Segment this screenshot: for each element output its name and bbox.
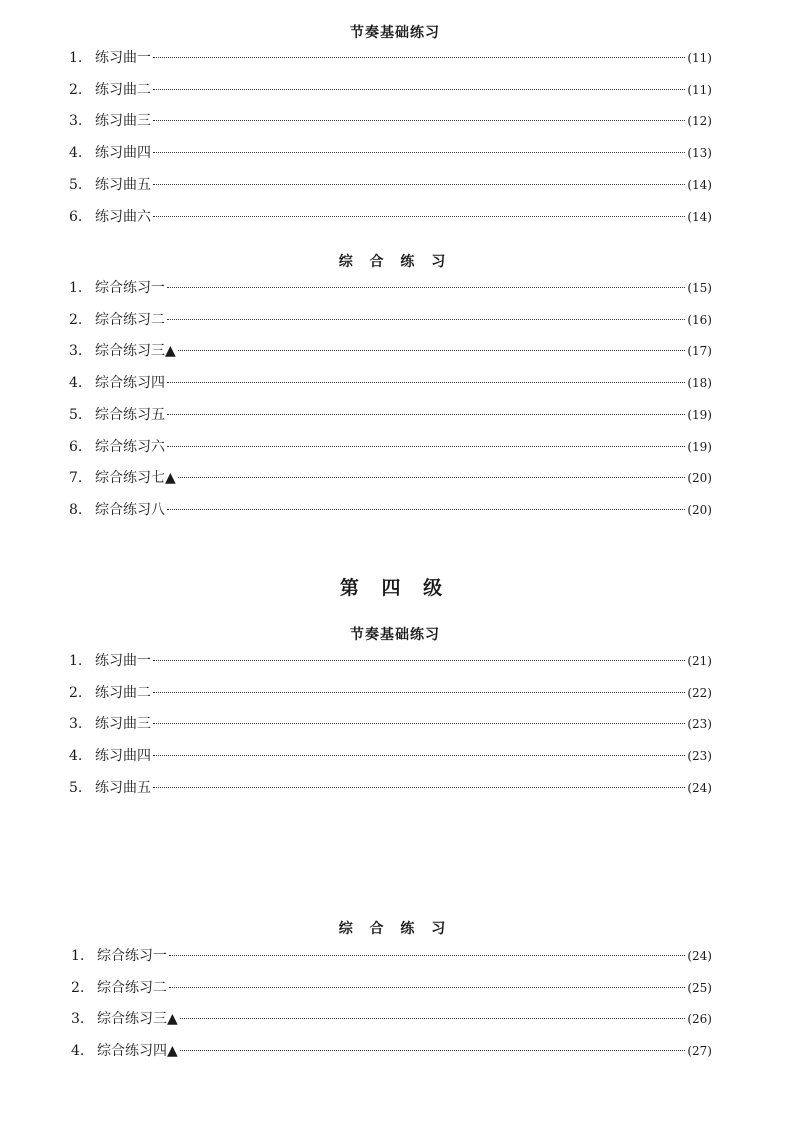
dot-leader [153, 120, 685, 121]
entry-title: 练习曲二 [95, 684, 151, 701]
entry-number: 7. [69, 470, 83, 487]
entry-title: 练习曲二 [95, 81, 151, 98]
entry-title: 综合练习三▲ [95, 343, 176, 360]
entry-page-number: (24) [687, 949, 712, 963]
entry-title: 练习曲三 [95, 113, 151, 130]
entry-title: 综合练习一 [97, 948, 167, 964]
entry-page-number: (20) [687, 471, 712, 486]
dot-leader [167, 446, 685, 447]
entry-number: 5. [69, 779, 83, 796]
entry-page-number: (26) [687, 1012, 712, 1027]
dot-leader [153, 184, 685, 185]
entry-number: 3. [69, 113, 83, 130]
entry-title: 综合练习七▲ [95, 470, 176, 487]
entry-page-number: (19) [687, 439, 712, 454]
toc-entry[interactable] [69, 278, 712, 298]
dot-leader [167, 319, 685, 320]
dot-leader [153, 216, 685, 217]
entry-title: 综合练习二 [97, 979, 167, 996]
entry-title: 综合练习四▲ [97, 1043, 178, 1060]
entry-number: 5. [69, 406, 83, 423]
entry-title: 综合练习四 [95, 375, 165, 392]
toc-entry[interactable] [69, 80, 712, 100]
entry-number: 4. [69, 145, 83, 162]
entry-page-number: (25) [687, 980, 712, 995]
entry-page-number: (13) [687, 146, 712, 161]
entry-title: 综合练习三▲ [97, 1011, 178, 1028]
entry-page-number: (11) [687, 51, 712, 65]
entry-page-number: (14) [687, 177, 712, 192]
toc-entry[interactable] [69, 310, 712, 330]
entry-title: 练习曲五 [95, 176, 151, 193]
toc-entry[interactable] [71, 1041, 712, 1061]
dot-leader [153, 692, 685, 693]
dot-leader [153, 660, 685, 661]
toc-entry[interactable] [69, 341, 712, 361]
toc-entry[interactable] [69, 111, 712, 131]
dot-leader [178, 350, 686, 351]
level-title: 第 四 级 [339, 577, 451, 599]
entry-number: 2. [69, 81, 83, 98]
dot-leader [167, 414, 685, 415]
entry-number: 1. [69, 653, 83, 669]
entry-title: 练习曲三 [95, 716, 151, 733]
toc-entry[interactable] [69, 48, 712, 68]
dot-leader [153, 57, 685, 58]
entry-page-number: (17) [687, 344, 712, 359]
section-title: 节奏基础练习 [350, 25, 440, 41]
dot-leader [153, 723, 685, 724]
entry-title: 练习曲一 [95, 50, 151, 66]
dot-leader [167, 382, 685, 383]
toc-entry[interactable] [69, 437, 712, 457]
entry-title: 练习曲四 [95, 748, 151, 765]
entry-page-number: (27) [687, 1044, 712, 1059]
toc-entry[interactable] [69, 207, 712, 227]
entry-page-number: (15) [687, 281, 712, 295]
entry-title: 练习曲四 [95, 145, 151, 162]
entry-page-number: (22) [687, 685, 712, 700]
entry-number: 3. [69, 716, 83, 733]
dot-leader [180, 1050, 686, 1051]
entry-title: 综合练习二 [95, 311, 165, 328]
toc-entry[interactable] [69, 468, 712, 488]
toc-entry[interactable] [69, 714, 712, 734]
entry-number: 2. [71, 979, 85, 996]
entry-page-number: (24) [687, 780, 712, 795]
toc-entry[interactable] [69, 651, 712, 671]
entry-number: 3. [71, 1011, 85, 1028]
toc-entry[interactable] [71, 946, 712, 966]
dot-leader [153, 152, 685, 153]
entry-number: 4. [69, 375, 83, 392]
toc-entry[interactable] [69, 175, 712, 195]
entry-number: 6. [69, 438, 83, 455]
dot-leader [178, 477, 686, 478]
toc-entry[interactable] [69, 405, 712, 425]
entry-number: 4. [71, 1043, 85, 1060]
entry-page-number: (12) [687, 114, 712, 129]
section-title: 综 合 练 习 [338, 921, 452, 937]
dot-leader [153, 787, 685, 788]
entry-title: 练习曲五 [95, 779, 151, 796]
entry-number: 2. [69, 684, 83, 701]
entry-page-number: (23) [687, 717, 712, 732]
toc-entry[interactable] [69, 500, 712, 520]
entry-number: 3. [69, 343, 83, 360]
toc-entry[interactable] [71, 978, 712, 998]
entry-page-number: (20) [687, 502, 712, 517]
entry-title: 综合练习一 [95, 280, 165, 296]
entry-number: 8. [69, 501, 83, 518]
dot-leader [167, 287, 685, 288]
dot-leader [180, 1018, 686, 1019]
toc-entry[interactable] [69, 746, 712, 766]
toc-entry[interactable] [69, 778, 712, 798]
toc-entry[interactable] [69, 373, 712, 393]
toc-entry[interactable] [71, 1009, 712, 1029]
entry-number: 4. [69, 748, 83, 765]
entry-number: 1. [69, 280, 83, 296]
entry-page-number: (16) [687, 312, 712, 327]
entry-number: 2. [69, 311, 83, 328]
entry-page-number: (11) [687, 82, 712, 97]
entry-number: 6. [69, 208, 83, 225]
entry-number: 1. [69, 50, 83, 66]
entry-title: 综合练习八 [95, 501, 165, 518]
entry-page-number: (18) [687, 376, 712, 391]
section-title: 综 合 练 习 [338, 254, 452, 270]
entry-page-number: (14) [687, 209, 712, 224]
entry-number: 1. [71, 948, 85, 964]
dot-leader [153, 755, 685, 756]
entry-page-number: (19) [687, 407, 712, 422]
dot-leader [169, 987, 685, 988]
toc-entry[interactable] [69, 143, 712, 163]
entry-title: 练习曲六 [95, 208, 151, 225]
entry-number: 5. [69, 176, 83, 193]
entry-page-number: (23) [687, 749, 712, 764]
entry-title: 综合练习五 [95, 406, 165, 423]
dot-leader [167, 509, 685, 510]
dot-leader [169, 955, 685, 956]
toc-entry[interactable] [69, 683, 712, 703]
entry-title: 练习曲一 [95, 653, 151, 669]
dot-leader [153, 89, 685, 90]
entry-title: 综合练习六 [95, 438, 165, 455]
section-title: 节奏基础练习 [350, 627, 440, 643]
entry-page-number: (21) [687, 654, 712, 668]
